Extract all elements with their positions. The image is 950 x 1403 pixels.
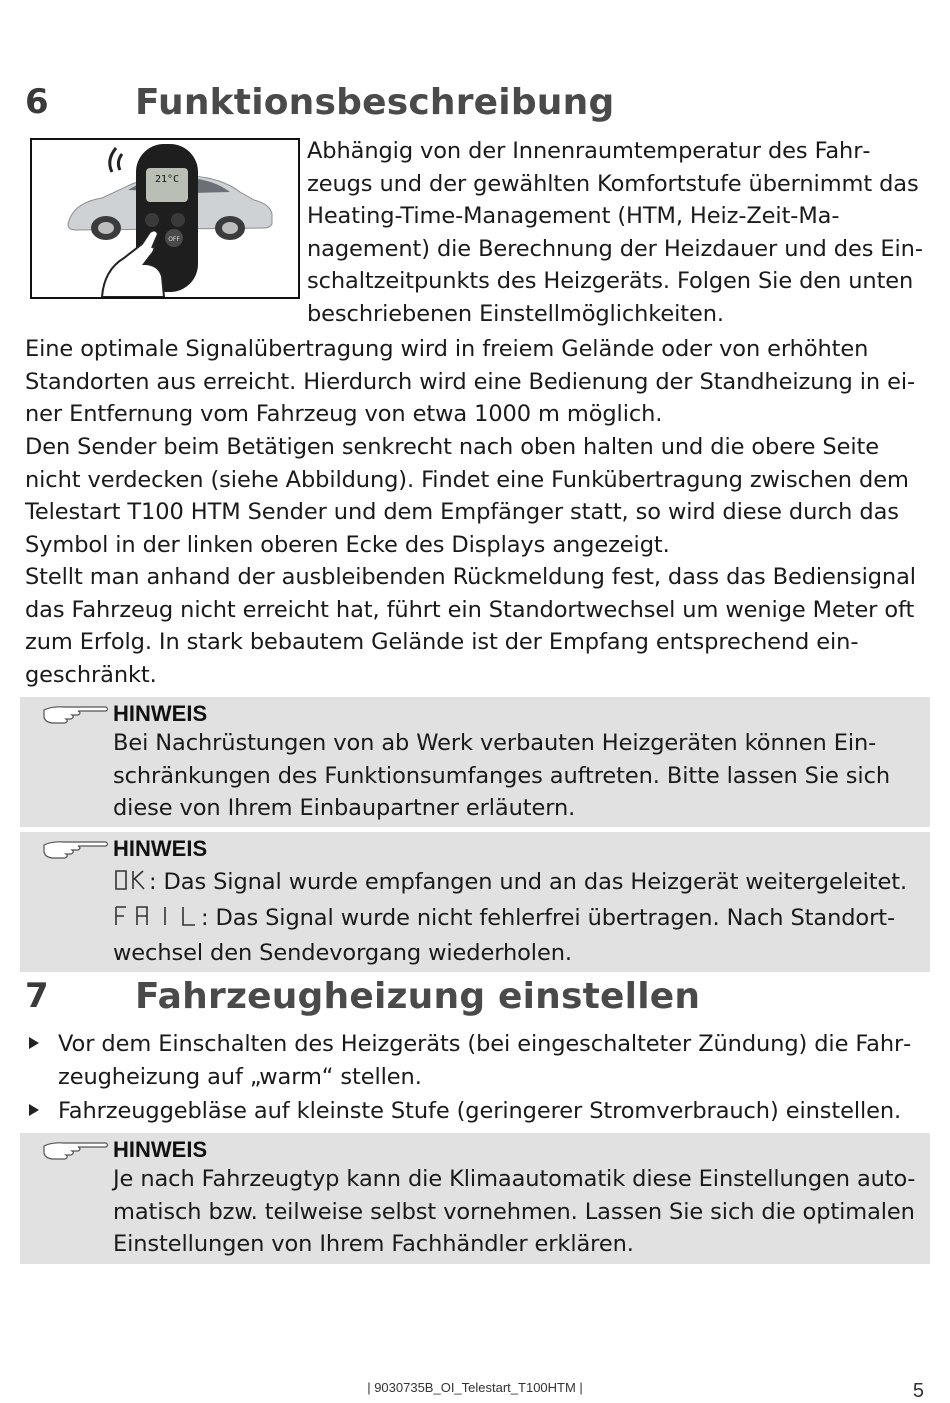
note-label: HINWEIS [113,1137,208,1162]
note-box [20,697,930,827]
signal-paragraph: Eine optimale Signalübertragung wird in freiem Gelände oder von erhöhten Standorten aus erreicht. Hierdurch wird eine Bedienung der Standheizung in einer Entfernung vom Fahrzeug von etwa 1000 m möglich. [25,336,916,428]
note-box [20,832,930,972]
list-item-text: Vor dem Einschalten des Heizgeräts (bei eingeschalteter Zündung) die Fahrzeugheizung auf „warm“ stellen. [58,1031,912,1090]
note-label: HINWEIS [113,836,208,861]
section-number: 6 [25,82,49,122]
remote-display-temp: 21°C [154,174,180,185]
section-title: Fahrzeugheizung einstellen [135,976,701,1017]
remote-off-label: OFF [168,236,180,243]
ok-status-text: : Das Signal wurde empfangen und an das Heizgerät weitergeleitet. [149,869,908,895]
reception-paragraph: Stellt man anhand der ausbleibenden Rückmeldung fest, dass das Bediensignal das Fahrzeug nicht erreicht hat, führt ein Standortwechsel um wenige Meter oft zum Erfolg. In stark bebautem Gelände ist der Empfang entsprechend eingeschränkt. [25,564,916,688]
triangle-bullet-icon [29,1104,39,1116]
car-remote-image [32,140,298,297]
ok-lcd-symbol [113,868,149,902]
list-item-text: Fahrzeuggebläse auf kleinste Stufe (geringerer Stromverbrauch) einstellen. [58,1098,902,1124]
fail-status-line [113,902,925,970]
note-box [20,1133,930,1264]
triangle-bullet-icon [29,1037,39,1049]
section-title: Funktionsbeschreibung [135,82,615,123]
fail-lcd-symbol [113,904,201,938]
pointing-hand-icon [42,703,110,725]
fail-status-text: : Das Signal wurde nicht fehlerfrei übertragen. Nach Standortwechsel den Sendevorgang wiederholen. [113,904,896,967]
ok-status-line [113,866,925,902]
pointing-hand-icon [42,838,110,860]
pointing-hand-icon [42,1139,110,1161]
footer-document-id: | 9030735B_OI_Telestart_T100HTM | [367,1380,583,1395]
note-text: Je nach Fahrzeugtyp kann die Klimaautomatik diese Einstellungen automatisch bzw. teilweise selbst vornehmen. Lassen Sie sich die optimalen Einstellungen von Ihrem Fachhändler erklären. [113,1166,916,1258]
section-number: 7 [25,976,49,1016]
page-number: 5 [912,1380,924,1402]
transmitter-illustration [30,138,300,299]
note-text: Bei Nachrüstungen von ab Werk verbauten Heizgeräten können Einschränkungen des Funktionsumfanges auftreten. Bitte lassen Sie sich diese von Ihrem Einbaupartner erläutern. [113,730,890,822]
section-6-heading [25,82,925,132]
note-status-list [113,866,925,970]
intro-paragraph: Abhängig von der Innenraumtemperatur des Fahrzeugs und der gewählten Komfortstufe übernimmt das Heating-Time-Management (HTM, Heiz-Zeit-Management) die Berechnung der Heizdauer und des Einschaltzeitpunkts des Heizgeräts. Folgen Sie den unten beschriebenen Einstellmöglichkeiten. [307,138,923,327]
section-7-heading [25,976,925,1026]
note-label: HINWEIS [113,701,208,726]
transmitter-paragraph: Den Sender beim Betätigen senkrecht nach oben halten und die obere Seite nicht verdecken (siehe Abbildung). Findet eine Funkübertragung zwischen dem Telestart T100 HTM Sender und dem Empfänger statt, so wird diese durch das Symbol in der linken oberen Ecke des Displays angezeigt. [25,434,909,558]
